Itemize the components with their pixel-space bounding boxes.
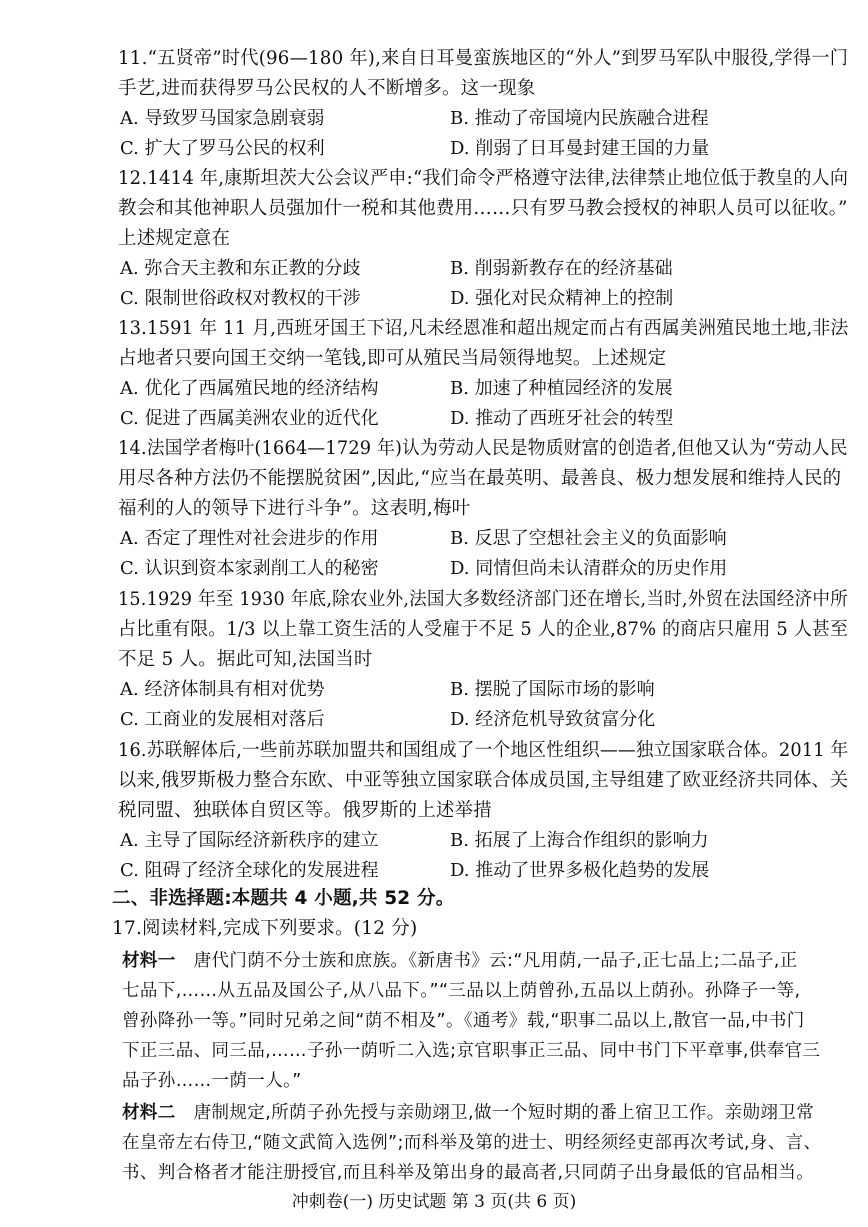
material-2-line: 唐制规定,所荫子孙先授与亲勋翊卫,做一个短时期的番上宿卫工作。亲勋翊卫常 bbox=[193, 1103, 815, 1123]
question-15-option-c: C. 工商业的发展相对落后 bbox=[120, 709, 325, 730]
question-13-option-c: C. 促进了西属美洲农业的近代化 bbox=[120, 408, 379, 429]
question-12-stem-line: 上述规定意在 bbox=[118, 228, 231, 249]
question-16-option-d: D. 推动了世界多极化趋势的发展 bbox=[450, 860, 710, 881]
material-1-line: 品子孙……一荫一人。” bbox=[122, 1071, 302, 1091]
material-1-line: 下正三品、同三品,……子孙一荫听二入选;京官职事正三品、同中书门下平章事,供奉官三 bbox=[122, 1041, 821, 1061]
question-14-option-c: C. 认识到资本家剥削工人的秘密 bbox=[120, 558, 379, 579]
material-1-line: 曾孙降孙一等。”同时兄弟之间“荫不相及”。《通考》载,“职事二品以上,散官一品,中书门 bbox=[122, 1011, 805, 1031]
material-2-line: 在皇帝左右侍卫,“随文武简入选例”;而科举及第的进士、明经须经吏部再次考试,身、言、 bbox=[122, 1133, 822, 1153]
material-2-line: 书、判合格者才能注册授官,而且科举及第出身的最高者,只同荫子出身最低的官品相当。 bbox=[122, 1163, 815, 1183]
question-14-option-b: B. 反思了空想社会主义的负面影响 bbox=[450, 528, 727, 549]
page-footer: 冲刺卷(一) 历史试题 第 3 页(共 6 页) bbox=[291, 1192, 577, 1212]
question-12-option-a: A. 弥合天主教和东正教的分歧 bbox=[120, 258, 361, 279]
question-11-stem-line: 11.“五贤帝”时代(96—180 年),来自日耳曼蛮族地区的“外人”到罗马军队中服役,学得一门 bbox=[118, 48, 849, 69]
question-11-option-d: D. 削弱了日耳曼封建王国的力量 bbox=[450, 138, 710, 159]
question-14-stem-line: 14.法国学者梅叶(1664—1729 年)认为劳动人民是物质财富的创造者,但他又认为“劳动人民 bbox=[118, 438, 848, 459]
question-16-option-b: B. 拓展了上海合作组织的影响力 bbox=[450, 830, 709, 851]
material-1-line: 唐代门荫不分士族和庶族。《新唐书》云:“凡用荫,一品子,正七品上;二品子,正 bbox=[193, 951, 798, 971]
question-15-stem-line: 不足 5 人。据此可知,法国当时 bbox=[118, 649, 373, 670]
material-2-label: 材料二 bbox=[122, 1103, 176, 1123]
question-16-stem-line: 16.苏联解体后,一些前苏联加盟共和国组成了一个地区性组织——独立国家联合体。2011 年 bbox=[118, 740, 849, 761]
question-15-stem-line: 占比重有限。1/3 以上靠工资生活的人受雇于不足 5 人的企业,87% 的商店只雇用 5 人甚至 bbox=[118, 619, 849, 640]
question-15-stem-line: 15.1929 年至 1930 年底,除农业外,法国大多数经济部门还在增长,当时,外贸在法国经济中所 bbox=[118, 589, 848, 610]
question-14-option-a: A. 否定了理性对社会进步的作用 bbox=[120, 528, 379, 549]
question-13-stem-line: 占地者只要向国王交纳一笔钱,即可从殖民当局领得地契。上述规定 bbox=[118, 348, 667, 369]
question-11-option-b: B. 推动了帝国境内民族融合进程 bbox=[450, 108, 709, 129]
question-16-option-a: A. 主导了国际经济新秩序的建立 bbox=[120, 830, 379, 851]
question-14-stem-line: 福利的人的领导下进行斗争”。这表明,梅叶 bbox=[118, 498, 471, 519]
question-12-option-d: D. 强化对民众精神上的控制 bbox=[450, 288, 674, 309]
question-16-option-c: C. 阻碍了经济全球化的发展进程 bbox=[120, 860, 379, 881]
section-heading: 二、非选择题:本题共 4 小题,共 52 分。 bbox=[112, 888, 455, 909]
question-13-stem-line: 13.1591 年 11 月,西班牙国王下诏,凡未经恩准和超出规定而占有西属美洲殖民地土地,非法 bbox=[118, 318, 849, 339]
question-14-stem-line: 用尽各种方法仍不能摆脱贫困”,因此,“应当在最英明、最善良、极力想发展和维持人民的 bbox=[118, 468, 842, 489]
question-12-option-b: B. 削弱新教存在的经济基础 bbox=[450, 258, 673, 279]
question-14-option-d: D. 同情但尚未认清群众的历史作用 bbox=[450, 558, 728, 579]
question-11-option-a: A. 导致罗马国家急剧衰弱 bbox=[120, 108, 325, 129]
question-16-stem-line: 以来,俄罗斯极力整合东欧、中亚等独立国家联合体成员国,主导组建了欧亚经济共同体、关 bbox=[118, 770, 849, 791]
question-11-stem-line: 手艺,进而获得罗马公民权的人不断增多。这一现象 bbox=[118, 78, 536, 99]
question-11-option-c: C. 扩大了罗马公民的权利 bbox=[120, 138, 325, 159]
question-12-stem-line: 12.1414 年,康斯坦茨大公会议严申:“我们命令严格遵守法律,法律禁止地位低于教皇的人向 bbox=[118, 168, 849, 189]
question-13-option-a: A. 优化了西属殖民地的经济结构 bbox=[120, 378, 379, 399]
material-1-line: 七品下,……从五品及国公子,从八品下。”“三品以上荫曾孙,五品以上荫孙。孙降子一等, bbox=[122, 981, 801, 1001]
question-15-option-a: A. 经济体制具有相对优势 bbox=[120, 679, 325, 700]
question-13-option-d: D. 推动了西班牙社会的转型 bbox=[450, 408, 674, 429]
question-12-stem-line: 教会和其他神职人员强加什一税和其他费用……只有罗马教会授权的神职人员可以征收。” bbox=[118, 198, 848, 219]
question-17-stem: 17.阅读材料,完成下列要求。(12 分) bbox=[112, 918, 418, 939]
question-13-option-b: B. 加速了种植园经济的发展 bbox=[450, 378, 673, 399]
question-16-stem-line: 税同盟、独联体自贸区等。俄罗斯的上述举措 bbox=[118, 800, 493, 821]
question-15-option-b: B. 摆脱了国际市场的影响 bbox=[450, 679, 655, 700]
question-12-option-c: C. 限制世俗政权对教权的干涉 bbox=[120, 288, 361, 309]
material-1-label: 材料一 bbox=[122, 951, 176, 971]
question-15-option-d: D. 经济危机导致贫富分化 bbox=[450, 709, 656, 730]
